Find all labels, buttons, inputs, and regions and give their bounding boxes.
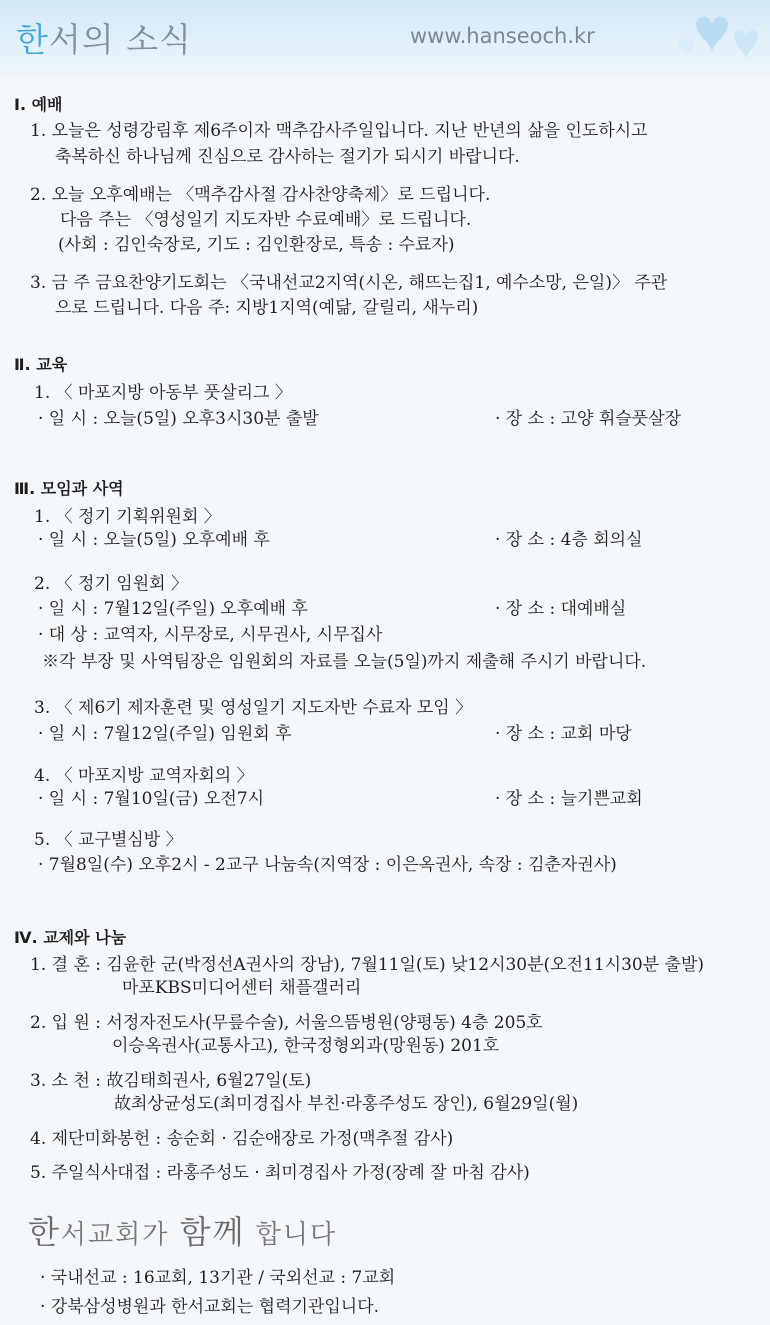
fellowship-wedding-line-2: 마포KBS미디어센터 채플갤러리 — [122, 978, 362, 998]
meeting-item-3-place: · 장 소 : 교회 마당 — [495, 724, 632, 744]
fellowship-altar-flowers: 4. 제단미화봉헌 : 송순회 · 김순애장로 가정(맥추절 감사) — [30, 1129, 454, 1149]
meeting-item-2-place: · 장 소 : 대예배실 — [495, 599, 627, 619]
education-item-1-title: 1. 〈 마포지방 아동부 풋살리그 〉 — [34, 383, 292, 403]
fellowship-hospital-line-1: 2. 입 원 : 서정자전도사(무릎수술), 서울으뜸병원(양평동) 4층 205호 — [30, 1013, 543, 1033]
meeting-item-3-date: · 일 시 : 7월12일(주일) 임원회 후 — [38, 724, 292, 744]
education-item-1-place: · 장 소 : 고양 휘슬풋살장 — [495, 409, 681, 429]
footer-title — [28, 1213, 338, 1251]
meeting-item-2-target: · 대 상 : 교역자, 시무장로, 시무권사, 시무집사 — [38, 625, 383, 645]
title-rest: 서의 소식 — [48, 20, 192, 59]
footer-title-accent: 한 — [28, 1213, 61, 1251]
meeting-item-5-title: 5. 〈 교구별심방 〉 — [34, 830, 183, 850]
section-fellowship-heading: Ⅳ. 교제와 나눔 — [14, 928, 127, 947]
meeting-item-2-note: ※각 부장 및 사역팀장은 임원회의 자료를 오늘(5일)까지 제출해 주시기 바랍니다. — [42, 652, 647, 672]
footer-title-together: 함께 — [179, 1213, 246, 1251]
fellowship-funeral-line-2: 故최상균성도(최미경집사 부친·라홍주성도 장인), 6월29일(월) — [114, 1094, 579, 1114]
section-meetings-heading: Ⅲ. 모임과 사역 — [14, 479, 124, 498]
worship-item-2-line-3: (사회 : 김인숙장로, 기도 : 김인환장로, 특송 : 수료자) — [58, 235, 455, 255]
footer-mission-stats: · 국내선교 : 16교회, 13기관 / 국외선교 : 7교회 — [40, 1268, 396, 1288]
worship-item-1-line-1: 1. 오늘은 성령강림후 제6주이자 맥추감사주일입니다. 지난 반년의 삶을 인도하시고 — [30, 121, 648, 141]
meeting-item-1-title: 1. 〈 정기 기획위원회 〉 — [34, 507, 221, 527]
meeting-item-1-date: · 일 시 : 오늘(5일) 오후예배 후 — [38, 530, 270, 550]
meeting-item-3-title: 3. 〈 제6기 제자훈련 및 영성일기 지도자반 수료자 모임 〉 — [34, 698, 473, 718]
footer-title-part-4: 합니다 — [245, 1220, 338, 1250]
fellowship-hospital-line-2: 이승옥권사(교통사고), 한국정형외과(망원동) 201호 — [112, 1036, 500, 1056]
meeting-item-1-place: · 장 소 : 4층 회의실 — [495, 530, 643, 550]
church-url[interactable]: www.hanseoch.kr — [410, 24, 595, 48]
worship-item-3-line-2: 으로 드립니다. 다음 주: 지방1지역(예닮, 갈릴리, 새누리) — [55, 298, 479, 318]
meeting-item-4-place: · 장 소 : 늘기쁜교회 — [495, 789, 643, 809]
meeting-item-4-title: 4. 〈 마포지방 교역자회의 〉 — [34, 766, 254, 786]
education-item-1-date: · 일 시 : 오늘(5일) 오후3시30분 출발 — [38, 409, 319, 429]
fellowship-funeral-line-1: 3. 소 천 : 故김태희권사, 6월27일(토) — [30, 1071, 312, 1091]
section-education-heading: Ⅱ. 교육 — [14, 355, 68, 374]
worship-item-2-line-1: 2. 오늘 오후예배는 〈맥추감사절 감사찬양축제〉로 드립니다. — [30, 185, 491, 205]
footer-partner-note: · 강북삼성병원과 한서교회는 협력기관입니다. — [40, 1297, 380, 1317]
footer-title-part-2: 서교회가 — [60, 1220, 180, 1250]
meeting-item-5-detail: · 7월8일(수) 오후2시 - 2교구 나눔속(지역장 : 이은옥권사, 속장 : 김춘자권사) — [38, 855, 617, 875]
worship-item-3-line-1: 3. 금 주 금요찬양기도회는 〈국내선교2지역(시온, 해뜨는집1, 예수소망, 은일)〉 주관 — [30, 273, 668, 293]
meeting-item-2-date: · 일 시 : 7월12일(주일) 오후예배 후 — [38, 599, 308, 619]
title-accent: 한 — [16, 20, 49, 59]
fellowship-wedding-line-1: 1. 결 혼 : 김윤한 군(박정선A권사의 장남), 7월11일(토) 낮12시30분(오전11시30분 출발) — [30, 955, 705, 975]
fellowship-sunday-meal: 5. 주일식사대접 : 라홍주성도 · 최미경집사 가정(장례 잘 마침 감사) — [30, 1163, 530, 1183]
worship-item-1-line-2: 축복하신 하나님께 진심으로 감사하는 절기가 되시기 바랍니다. — [55, 147, 520, 167]
section-worship-heading: Ⅰ. 예배 — [14, 95, 63, 114]
meeting-item-4-date: · 일 시 : 7월10일(금) 오전7시 — [38, 789, 265, 809]
meeting-item-2-title: 2. 〈 정기 임원회 〉 — [34, 574, 188, 594]
worship-item-2-line-2: 다음 주는 〈영성일기 지도자반 수료예배〉로 드립니다. — [60, 210, 472, 230]
